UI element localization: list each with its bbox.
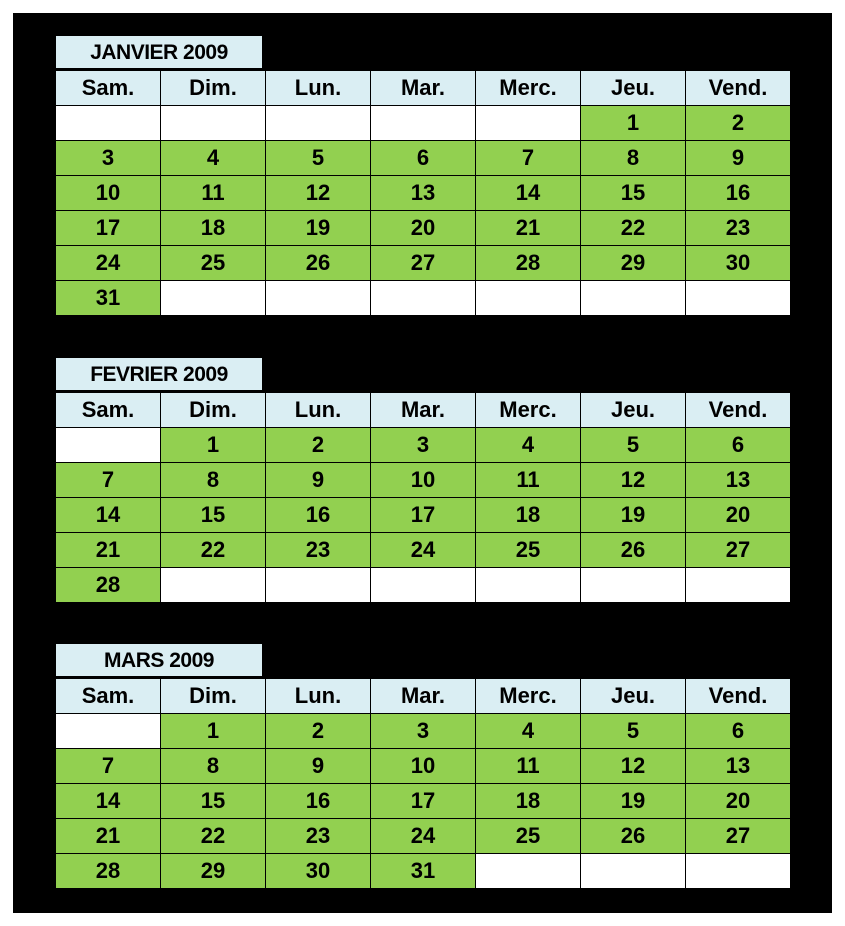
day-cell: 13 — [371, 176, 476, 211]
calendar-grid — [55, 70, 791, 316]
week-row — [56, 211, 791, 246]
day-cell: 13 — [686, 463, 791, 498]
empty-day-cell — [266, 106, 371, 141]
day-cell: 9 — [266, 463, 371, 498]
calendar-grid — [55, 678, 791, 889]
day-cell: 7 — [476, 141, 581, 176]
day-cell: 1 — [161, 428, 266, 463]
day-cell: 29 — [581, 246, 686, 281]
day-cell: 27 — [686, 819, 791, 854]
empty-day-cell — [476, 281, 581, 316]
weekday-header-row — [56, 71, 791, 106]
day-cell: 10 — [371, 749, 476, 784]
week-row — [56, 749, 791, 784]
empty-day-cell — [686, 281, 791, 316]
week-row — [56, 714, 791, 749]
weekday-label: Merc. — [476, 679, 581, 714]
day-cell: 19 — [581, 784, 686, 819]
weekday-label: Dim. — [161, 393, 266, 428]
empty-day-cell — [161, 568, 266, 603]
day-cell: 30 — [686, 246, 791, 281]
weekday-label: Vend. — [686, 393, 791, 428]
day-cell: 26 — [581, 819, 686, 854]
day-cell: 11 — [476, 463, 581, 498]
empty-day-cell — [476, 106, 581, 141]
weekday-label: Mar. — [371, 393, 476, 428]
day-cell: 5 — [581, 428, 686, 463]
week-row — [56, 106, 791, 141]
day-cell: 28 — [476, 246, 581, 281]
day-cell: 11 — [476, 749, 581, 784]
day-cell: 8 — [581, 141, 686, 176]
day-cell: 19 — [266, 211, 371, 246]
month-title: JANVIER 2009 — [55, 35, 263, 69]
month-february — [55, 357, 791, 603]
day-cell: 15 — [581, 176, 686, 211]
day-cell: 17 — [56, 211, 161, 246]
month-title: FEVRIER 2009 — [55, 357, 263, 391]
weekday-label: Jeu. — [581, 393, 686, 428]
week-row — [56, 463, 791, 498]
day-cell: 26 — [581, 533, 686, 568]
weekday-label: Merc. — [476, 71, 581, 106]
weekday-label: Jeu. — [581, 71, 686, 106]
day-cell: 28 — [56, 854, 161, 889]
month-march — [55, 643, 791, 889]
day-cell: 23 — [266, 533, 371, 568]
weekday-header-row — [56, 679, 791, 714]
weekday-header-row — [56, 393, 791, 428]
day-cell: 23 — [686, 211, 791, 246]
day-cell: 30 — [266, 854, 371, 889]
day-cell: 24 — [371, 819, 476, 854]
week-row — [56, 141, 791, 176]
day-cell: 4 — [476, 428, 581, 463]
day-cell: 2 — [266, 714, 371, 749]
day-cell: 26 — [266, 246, 371, 281]
empty-day-cell — [56, 428, 161, 463]
day-cell: 15 — [161, 784, 266, 819]
day-cell: 14 — [56, 498, 161, 533]
day-cell: 29 — [161, 854, 266, 889]
weekday-label: Dim. — [161, 71, 266, 106]
weekday-label: Dim. — [161, 679, 266, 714]
day-cell: 12 — [581, 749, 686, 784]
week-row — [56, 498, 791, 533]
week-row — [56, 533, 791, 568]
day-cell: 27 — [371, 246, 476, 281]
week-row — [56, 281, 791, 316]
day-cell: 4 — [161, 141, 266, 176]
day-cell: 9 — [266, 749, 371, 784]
week-row — [56, 784, 791, 819]
day-cell: 6 — [371, 141, 476, 176]
day-cell: 14 — [56, 784, 161, 819]
day-cell: 2 — [266, 428, 371, 463]
week-row — [56, 568, 791, 603]
day-cell: 7 — [56, 749, 161, 784]
day-cell: 2 — [686, 106, 791, 141]
day-cell: 21 — [56, 533, 161, 568]
day-cell: 18 — [476, 498, 581, 533]
day-cell: 13 — [686, 749, 791, 784]
day-cell: 5 — [581, 714, 686, 749]
empty-day-cell — [266, 568, 371, 603]
day-cell: 3 — [56, 141, 161, 176]
empty-day-cell — [581, 568, 686, 603]
day-cell: 10 — [371, 463, 476, 498]
day-cell: 17 — [371, 784, 476, 819]
empty-day-cell — [56, 106, 161, 141]
weekday-label: Vend. — [686, 679, 791, 714]
day-cell: 11 — [161, 176, 266, 211]
day-cell: 5 — [266, 141, 371, 176]
weekday-label: Lun. — [266, 679, 371, 714]
empty-day-cell — [476, 568, 581, 603]
day-cell: 25 — [476, 819, 581, 854]
day-cell: 22 — [161, 819, 266, 854]
day-cell: 27 — [686, 533, 791, 568]
day-cell: 31 — [56, 281, 161, 316]
weekday-label: Lun. — [266, 393, 371, 428]
day-cell: 16 — [266, 784, 371, 819]
calendar-grid — [55, 392, 791, 603]
empty-day-cell — [266, 281, 371, 316]
weekday-label: Sam. — [56, 393, 161, 428]
day-cell: 28 — [56, 568, 161, 603]
day-cell: 15 — [161, 498, 266, 533]
weekday-label: Lun. — [266, 71, 371, 106]
day-cell: 3 — [371, 714, 476, 749]
day-cell: 25 — [161, 246, 266, 281]
day-cell: 16 — [686, 176, 791, 211]
empty-day-cell — [161, 281, 266, 316]
day-cell: 9 — [686, 141, 791, 176]
day-cell: 19 — [581, 498, 686, 533]
day-cell: 8 — [161, 749, 266, 784]
day-cell: 24 — [56, 246, 161, 281]
day-cell: 10 — [56, 176, 161, 211]
empty-day-cell — [371, 568, 476, 603]
empty-day-cell — [686, 568, 791, 603]
day-cell: 12 — [581, 463, 686, 498]
week-row — [56, 246, 791, 281]
week-row — [56, 819, 791, 854]
empty-day-cell — [371, 281, 476, 316]
day-cell: 20 — [371, 211, 476, 246]
weekday-label: Merc. — [476, 393, 581, 428]
day-cell: 18 — [476, 784, 581, 819]
day-cell: 20 — [686, 498, 791, 533]
weekday-label: Mar. — [371, 71, 476, 106]
day-cell: 14 — [476, 176, 581, 211]
weekday-label: Sam. — [56, 679, 161, 714]
weekday-label: Mar. — [371, 679, 476, 714]
day-cell: 4 — [476, 714, 581, 749]
week-row — [56, 176, 791, 211]
weekday-label: Jeu. — [581, 679, 686, 714]
day-cell: 1 — [161, 714, 266, 749]
day-cell: 8 — [161, 463, 266, 498]
empty-day-cell — [161, 106, 266, 141]
empty-day-cell — [686, 854, 791, 889]
day-cell: 6 — [686, 428, 791, 463]
empty-day-cell — [56, 714, 161, 749]
day-cell: 22 — [161, 533, 266, 568]
day-cell: 21 — [476, 211, 581, 246]
empty-day-cell — [371, 106, 476, 141]
day-cell: 18 — [161, 211, 266, 246]
weekday-label: Vend. — [686, 71, 791, 106]
day-cell: 22 — [581, 211, 686, 246]
day-cell: 21 — [56, 819, 161, 854]
empty-day-cell — [581, 854, 686, 889]
week-row — [56, 854, 791, 889]
day-cell: 12 — [266, 176, 371, 211]
weekday-label: Sam. — [56, 71, 161, 106]
day-cell: 7 — [56, 463, 161, 498]
day-cell: 23 — [266, 819, 371, 854]
empty-day-cell — [476, 854, 581, 889]
month-title: MARS 2009 — [55, 643, 263, 677]
week-row — [56, 428, 791, 463]
day-cell: 20 — [686, 784, 791, 819]
day-cell: 24 — [371, 533, 476, 568]
day-cell: 1 — [581, 106, 686, 141]
empty-day-cell — [581, 281, 686, 316]
day-cell: 16 — [266, 498, 371, 533]
day-cell: 3 — [371, 428, 476, 463]
day-cell: 6 — [686, 714, 791, 749]
day-cell: 25 — [476, 533, 581, 568]
day-cell: 17 — [371, 498, 476, 533]
day-cell: 31 — [371, 854, 476, 889]
month-january — [55, 35, 791, 316]
